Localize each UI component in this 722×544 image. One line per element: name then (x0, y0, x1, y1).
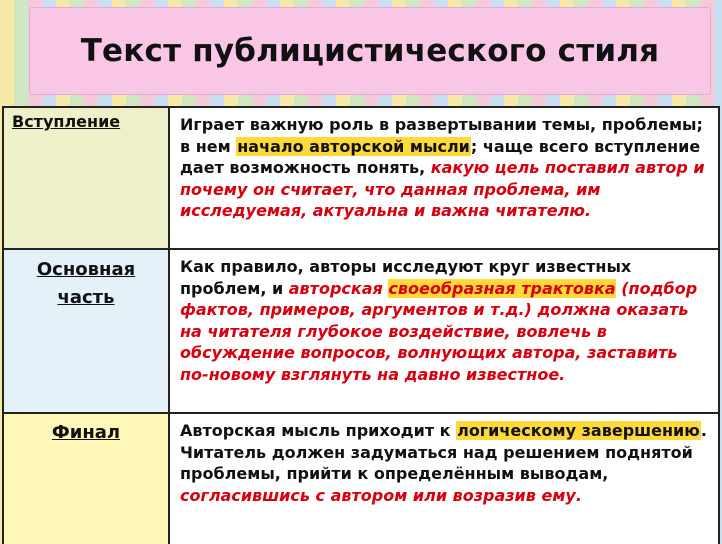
row-description-introduction (180, 114, 708, 222)
row-label-line: часть (57, 287, 115, 308)
highlighted-phrase: начало авторской мысли (237, 136, 470, 156)
description-text: Авторская мысль приходит к (180, 421, 457, 440)
highlighted-phrase: логическому завершению (457, 421, 700, 440)
emphasis-text: авторская (288, 278, 389, 298)
row-label-cell (4, 414, 170, 544)
row-label-final: Финал (51, 422, 121, 443)
emphasis-text: согласившись с автором или возразив ему. (180, 485, 582, 505)
row-description-cell (170, 414, 718, 544)
emphasis-text: (подбор фактов, примеров, аргументов и т.д.) должна оказать на читателя глубокое воздействие, вовлечь в обсуждение вопросов, волнующих автора, заставить по-новому взглянуть на давно известное. (180, 278, 698, 384)
row-label-line: Основная (36, 259, 136, 280)
title-banner (30, 8, 710, 94)
highlighted-phrase: своеобразная трактовка (388, 278, 616, 298)
row-description-cell (170, 250, 718, 412)
page-title: Текст публицистического стиля (80, 33, 660, 69)
table-row-final (4, 414, 718, 544)
table-row-main-part (4, 250, 718, 414)
row-label-introduction: Вступление (12, 112, 121, 131)
description-text: ; чаще всего вступление дает возможность понять, (180, 136, 701, 177)
row-description-final (180, 420, 708, 506)
row-description-main-part (180, 256, 708, 385)
structure-table (2, 106, 720, 544)
table-row-introduction (4, 108, 718, 250)
row-label-main-part (4, 256, 168, 312)
description-text: Как правило, авторы исследуют круг известных проблем, и (180, 257, 632, 298)
row-description-cell (170, 108, 718, 248)
description-text: Играет важную роль в развертывании темы, проблемы; в нем (180, 115, 703, 156)
description-text: . Читатель должен задуматься над решением поднятой проблемы, прийти к определённым выводам, (180, 421, 707, 483)
row-label-cell (4, 108, 170, 248)
emphasis-text: какую цель поставил автор и почему он считает, что данная проблема, им исследуемая, актуальна и важна читателю. (180, 158, 705, 220)
row-label-cell (4, 250, 170, 412)
